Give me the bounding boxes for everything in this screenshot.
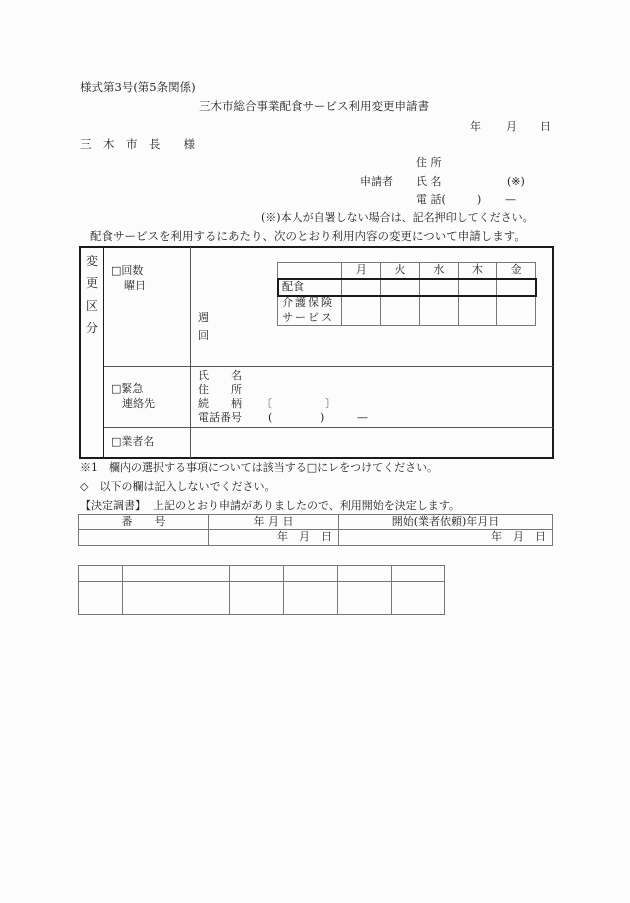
vendor-name-field[interactable] <box>192 429 552 457</box>
page-title: 三木市総合事業配食サービス利用変更申請書 <box>199 99 429 113</box>
approval-header-cell <box>392 566 445 582</box>
meal-cell-fri[interactable] <box>497 279 536 296</box>
intro-text: 配食サービスを利用するにあたり、次のとおり利用内容の変更について申請します。 <box>90 229 526 243</box>
contact-relation-label: 続 柄 <box>198 397 242 410</box>
care-cell-tue[interactable] <box>381 296 420 326</box>
care-cell-thu[interactable] <box>458 296 497 326</box>
approval-stamp-cell <box>79 582 123 615</box>
day-label: 日 <box>540 120 551 133</box>
decision-table <box>78 514 553 546</box>
emergency-contact-label: 連絡先 <box>122 397 155 410</box>
approval-header-cell <box>79 566 123 582</box>
approval-table <box>78 565 445 615</box>
times-label: 回 <box>198 329 209 342</box>
approval-stamp-cell <box>392 582 445 615</box>
phone-close-paren: ) <box>320 411 325 424</box>
day-header: 火 <box>381 263 420 279</box>
approval-stamp-cell <box>338 582 392 615</box>
day-header: 金 <box>497 263 536 279</box>
relation-close-bracket: 〕 <box>325 397 336 410</box>
corner-cell <box>278 263 342 279</box>
meal-row-label: 配食 <box>278 279 342 296</box>
meal-cell-thu[interactable] <box>458 279 497 296</box>
day-header: 月 <box>342 263 381 279</box>
phone-open-paren: ( <box>268 411 273 424</box>
weekday-label: 曜日 <box>124 279 146 292</box>
name-label: 氏 名 <box>416 175 442 188</box>
emergency-contact-checkbox[interactable]: □緊急 <box>111 382 144 395</box>
number-value <box>79 530 209 546</box>
care-cell-wed[interactable] <box>419 296 458 326</box>
year-label: 年 <box>470 120 481 133</box>
frequency-checkbox[interactable]: □回数 <box>111 264 144 277</box>
weekly-schedule-grid <box>277 262 536 326</box>
start-date-value: 年 月 日 <box>339 530 553 546</box>
approval-header-cell <box>284 566 338 582</box>
meal-cell-mon[interactable] <box>342 279 381 296</box>
approval-header-cell <box>123 566 230 582</box>
contact-name-label: 氏 名 <box>198 369 242 382</box>
form-number: 様式第3号(第5条関係) <box>80 80 196 94</box>
contact-address-label: 住 所 <box>198 383 242 396</box>
approval-header-cell <box>230 566 284 582</box>
meal-cell-tue[interactable] <box>381 279 420 296</box>
column-date: 年 月 日 <box>209 515 339 530</box>
care-cell-fri[interactable] <box>497 296 536 326</box>
meal-cell-wed[interactable] <box>419 279 458 296</box>
column-start-date: 開始(業者依頼)年月日 <box>339 515 553 530</box>
phone-dash: — <box>357 411 368 424</box>
care-cell-mon[interactable] <box>342 296 381 326</box>
relation-open-bracket: 〔 <box>261 397 272 410</box>
note-checkbox-instruction: ※1 欄内の選択する事項については該当する□にレをつけてください。 <box>80 461 439 474</box>
name-mark: (※) <box>507 175 525 188</box>
phone-dash: — <box>505 193 516 206</box>
decision-text: 上記のとおり申請がありましたので、利用開始を決定します。 <box>153 499 460 512</box>
note-do-not-fill: ◇ 以下の欄は記入しないでください。 <box>80 480 276 493</box>
vendor-checkbox[interactable]: □業者名 <box>111 435 155 448</box>
approval-stamp-cell <box>123 582 230 615</box>
applicant-label: 申請者 <box>360 175 393 188</box>
signature-note: (※)本人が自署しない場合は、記名押印してください。 <box>261 211 534 224</box>
approval-stamp-cell <box>230 582 284 615</box>
phone-label: 電 話( <box>416 193 446 206</box>
contact-phone-label: 電話番号 <box>198 411 242 424</box>
day-header: 水 <box>419 263 458 279</box>
decision-heading: 【決定調書】 <box>80 499 146 512</box>
approval-stamp-cell <box>284 582 338 615</box>
day-header: 木 <box>458 263 497 279</box>
date-value: 年 月 日 <box>209 530 339 546</box>
address-label: 住 所 <box>416 156 442 169</box>
month-label: 月 <box>506 120 517 133</box>
phone-close: ) <box>477 193 482 206</box>
column-number: 番 号 <box>79 515 209 530</box>
addressee: 三 木 市 長 様 <box>80 137 195 151</box>
approval-header-cell <box>338 566 392 582</box>
care-insurance-row-label: 介護保険 サービス <box>278 296 342 326</box>
week-label: 週 <box>198 311 209 324</box>
